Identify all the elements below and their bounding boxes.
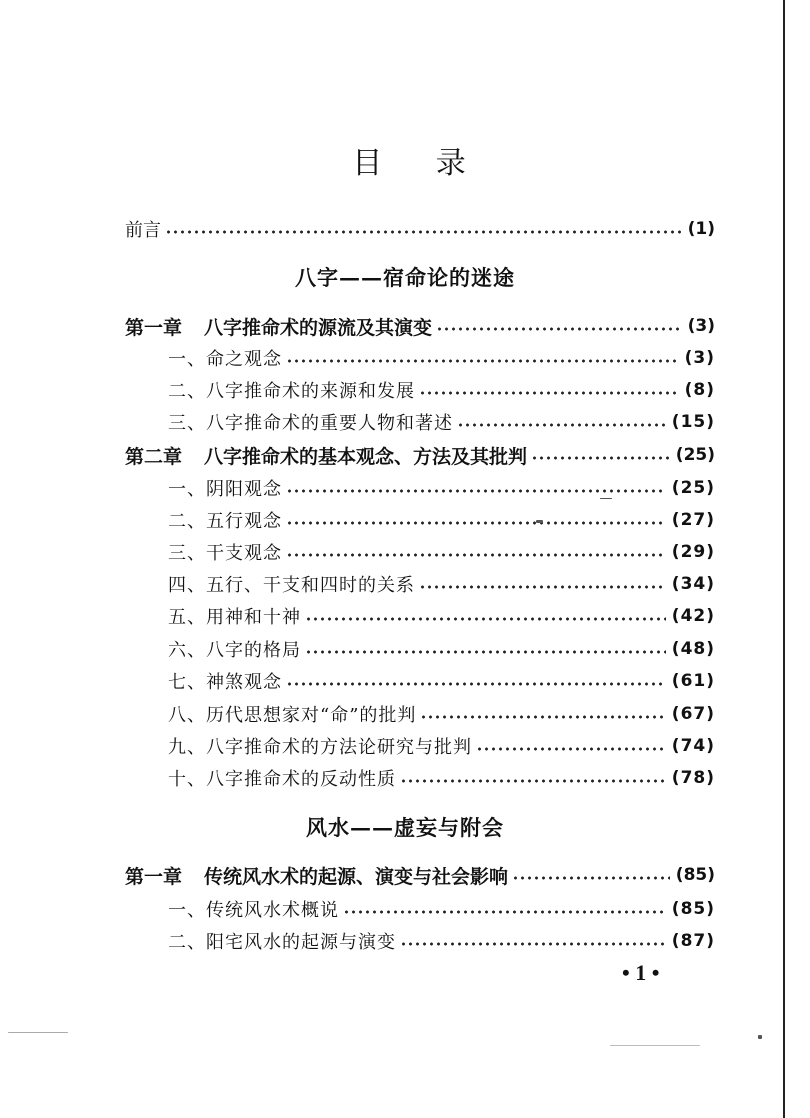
toc-section[interactable]: 六、八字的格局 (48) [168,639,715,661]
scan-speck [536,520,543,523]
page-number: • 1 • [622,960,660,985]
toc-entry-preface[interactable]: 前言 (1) [125,219,715,241]
toc-section[interactable]: 一、传统风水术概说 (85) [168,899,715,921]
toc-section[interactable]: 一、阴阳观念 (25) [168,478,715,500]
part-heading-bazi: 八字——宿命论的迷途 [295,265,515,290]
toc-section[interactable]: 七、神煞观念 (61) [168,671,715,693]
toc-section[interactable]: 八、历代思想家对“命”的批判 (67) [168,704,715,726]
scan-speck [758,1035,762,1039]
toc-section[interactable]: 二、八字推命术的来源和发展 (8) [168,380,715,402]
part-heading-fengshui: 风水——虚妄与附会 [306,815,504,840]
toc-section[interactable]: 一、命之观念 (3) [168,348,715,370]
toc-section[interactable]: 五、用神和十神 (42) [168,606,715,628]
toc-section[interactable]: 三、八字推命术的重要人物和著述 (15) [168,412,715,434]
toc-chapter-1-fengshui[interactable]: 第一章 传统风水术的起源、演变与社会影响 (85) [125,865,715,888]
toc-section[interactable]: 九、八字推命术的方法论研究与批判 (74) [168,736,715,758]
toc-title: 目 录 [352,146,488,181]
toc-section[interactable]: 二、五行观念 (27) [168,510,715,532]
toc-section[interactable]: 三、干支观念 (29) [168,542,715,564]
scan-speck [8,1032,68,1033]
toc-section[interactable]: 二、阳宅风水的起源与演变 (87) [168,931,715,953]
toc-chapter-2[interactable]: 第二章 八字推命术的基本观念、方法及其批判 (25) [125,445,715,468]
toc-section[interactable]: 十、八字推命术的反动性质 (78) [168,768,715,790]
scan-speck [610,1045,700,1046]
toc-chapter-1[interactable]: 第一章 八字推命术的源流及其演变 (3) [125,316,715,339]
scan-speck [600,498,612,499]
toc-section[interactable]: 四、五行、干支和四时的关系 (34) [168,574,715,596]
